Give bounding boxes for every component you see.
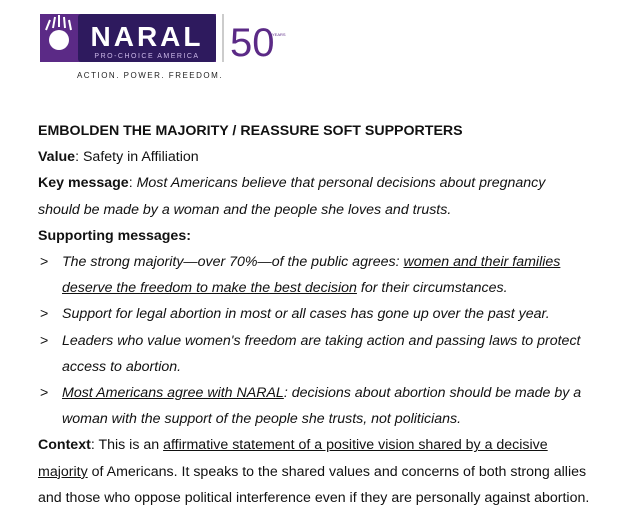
bullet-chevron-icon: >: [40, 332, 49, 349]
svg-text:ACTION. POWER. FREEDOM.: ACTION. POWER. FREEDOM.: [76, 71, 224, 80]
text: of Americans. It speaks to the shared values and concerns of both strong allies: [87, 463, 587, 480]
section-heading: EMBOLDEN THE MAJORITY / REASSURE SOFT SUPPORTERS: [38, 123, 463, 139]
separator: :: [128, 175, 137, 192]
svg-text:PRO-CHOICE AMERICA: PRO-CHOICE AMERICA: [94, 53, 200, 60]
text: : This is an: [90, 437, 164, 454]
underlined-text: Most Americans agree with NARAL: [62, 385, 284, 402]
underlined-text: women and their families: [403, 254, 561, 271]
bullet-chevron-icon: >: [40, 385, 49, 402]
value-line: [38, 144, 638, 170]
value-label: Value: [38, 149, 76, 166]
bullet-item: [38, 380, 638, 432]
text: woman with the support of the people she trusts, not politicians.: [62, 411, 462, 428]
text: The strong majority—over 70%—of the public agrees:: [62, 254, 404, 271]
text: Leaders who value women's freedom are taking action and passing laws to protect: [62, 332, 581, 349]
bullet-item: [38, 328, 638, 380]
bullet-chevron-icon: >: [40, 254, 49, 271]
context-line: and those who oppose political interference even if they are personally against abortion.: [38, 489, 590, 506]
message-document: [38, 118, 638, 511]
key-message-text-cont: should be made by a woman and the people she loves and trusts.: [38, 201, 452, 218]
underlined-text: affirmative statement of a positive vision shared by a decisive: [163, 437, 548, 454]
text: for their circumstances.: [356, 280, 508, 297]
svg-text:YEARS: YEARS: [272, 32, 286, 37]
bullet-chevron-icon: >: [40, 306, 49, 323]
text: Support for legal abortion in most or all cases has gone up over the past year.: [62, 306, 550, 323]
context-label: Context: [38, 437, 91, 454]
key-message-label: Key message: [38, 175, 129, 192]
key-message-text: Most Americans believe that personal decisions about pregnancy: [136, 175, 546, 192]
bullet-item: [38, 301, 638, 327]
svg-text:NARAL: NARAL: [90, 21, 204, 52]
supporting-messages-label: Supporting messages:: [38, 227, 191, 244]
bullet-item: [38, 249, 638, 301]
context-line: [38, 432, 638, 458]
key-message: [38, 170, 638, 196]
svg-text:50: 50: [230, 21, 275, 65]
text: access to abortion.: [62, 358, 182, 375]
value-text: : Safety in Affiliation: [75, 149, 199, 166]
context-line: [38, 459, 638, 485]
underlined-text: deserve the freedom to make the best decision: [62, 280, 357, 297]
naral-logo: [40, 12, 290, 82]
text: : decisions about abortion should be made by a: [283, 385, 582, 402]
underlined-text: majority: [38, 463, 88, 480]
